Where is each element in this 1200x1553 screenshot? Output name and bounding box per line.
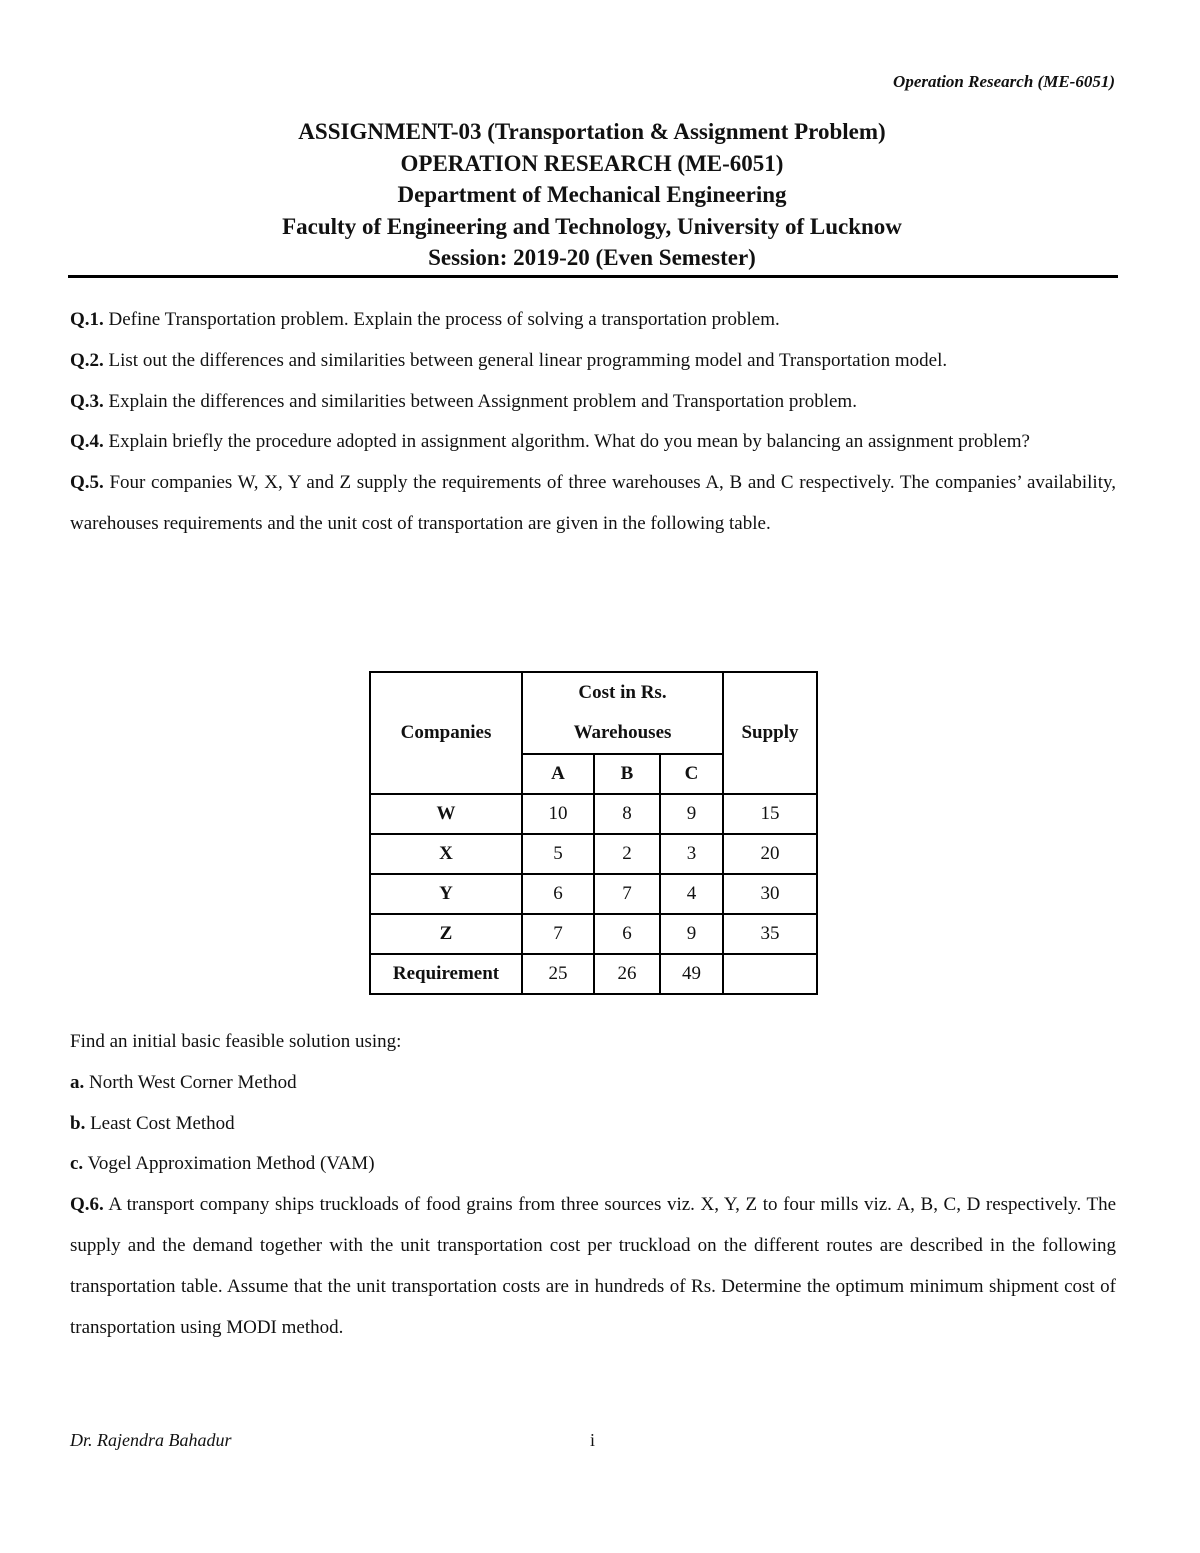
question-text: Four companies W, X, Y and Z supply the requirements of three warehouses A, B and C respectively. The companies’ availability, warehouses requirements and the unit cost of transportation are given in the following table. <box>70 472 1116 534</box>
question-4 <box>70 422 1116 463</box>
warehouse-col-header: B <box>594 754 660 794</box>
table-row <box>370 834 817 874</box>
question-number: Q.3. <box>70 390 104 412</box>
companies-header: Companies <box>370 672 522 794</box>
warehouse-col-header: A <box>522 754 594 794</box>
question-6 <box>70 1185 1116 1348</box>
table-header-row <box>370 672 817 754</box>
cost-header <box>522 672 723 754</box>
question-number: Q.4. <box>70 431 104 453</box>
requirement-row <box>370 954 817 994</box>
supply-cell: 15 <box>723 794 817 834</box>
method-option <box>70 1144 1116 1185</box>
question-text: A transport company ships truckloads of food grains from three sources viz. X, Y, Z to four mills viz. A, B, C, D respectively. The supply and the demand together with the unit transportation cost per truckload on the different routes are described in the following transportation table. Assume that the unit transportation costs are in hundreds of Rs. Determine the optimum minimum shipment cost of transportation using MODI method. <box>70 1194 1116 1338</box>
question-2 <box>70 341 1116 382</box>
cost-cell: 9 <box>660 914 723 954</box>
question-text: Explain briefly the procedure adopted in assignment algorithm. What do you mean by balancing an assignment problem? <box>103 431 1030 453</box>
question-3 <box>70 382 1116 423</box>
empty-cell <box>723 954 817 994</box>
course-title: OPERATION RESEARCH (ME-6051) <box>400 150 784 176</box>
running-header: Operation Research (ME-6051) <box>893 72 1115 91</box>
cost-cell: 3 <box>660 834 723 874</box>
find-intro: Find an initial basic feasible solution using: <box>70 1031 402 1052</box>
cost-cell: 6 <box>594 914 660 954</box>
cost-cell: 5 <box>522 834 594 874</box>
page-number: i <box>590 1430 596 1450</box>
department-name: Department of Mechanical Engineering <box>397 182 787 207</box>
footer-author: Dr. Rajendra Bahadur <box>70 1430 232 1450</box>
requirement-label: Requirement <box>370 954 522 994</box>
option-text: Least Cost Method <box>85 1112 235 1134</box>
cost-cell: 4 <box>660 874 723 914</box>
option-letter: a. <box>70 1071 85 1093</box>
cost-cell: 9 <box>660 794 723 834</box>
question-text: Define Transportation problem. Explain the process of solving a transportation problem. <box>103 309 780 330</box>
supply-header: Supply <box>723 672 817 794</box>
assignment-title: ASSIGNMENT-03 (Transportation & Assignment Problem) <box>298 119 886 144</box>
option-text: Vogel Approximation Method (VAM) <box>83 1153 375 1175</box>
option-letter: b. <box>70 1112 86 1134</box>
question-number: Q.1. <box>70 309 104 330</box>
title-block <box>68 116 1116 274</box>
question-5 <box>70 463 1116 545</box>
questions-section <box>70 300 1116 545</box>
requirement-cell: 25 <box>522 954 594 994</box>
method-option <box>70 1104 1116 1145</box>
cost-cell: 2 <box>594 834 660 874</box>
methods-section <box>70 1022 1116 1348</box>
cost-cell: 7 <box>594 874 660 914</box>
cost-in-rs-label: Cost in Rs. <box>578 682 667 703</box>
question-text: List out the differences and similarities between general linear programming model and Transportation model. <box>103 349 948 371</box>
option-letter: c. <box>70 1153 84 1175</box>
warehouses-label: Warehouses <box>573 722 672 743</box>
warehouse-col-header: C <box>660 754 723 794</box>
method-option <box>70 1063 1116 1104</box>
question-text: Explain the differences and similarities between Assignment problem and Transportation problem. <box>103 390 857 412</box>
company-label: Y <box>370 874 522 914</box>
supply-cell: 30 <box>723 874 817 914</box>
cost-cell: 7 <box>522 914 594 954</box>
option-text: North West Corner Method <box>84 1071 297 1093</box>
question-number: Q.5. <box>70 472 104 494</box>
title-divider <box>68 275 1118 278</box>
transportation-cost-table <box>369 671 818 995</box>
cost-cell: 8 <box>594 794 660 834</box>
cost-cell: 10 <box>522 794 594 834</box>
supply-cell: 35 <box>723 914 817 954</box>
table-row <box>370 914 817 954</box>
question-number: Q.2. <box>70 349 104 371</box>
company-label: X <box>370 834 522 874</box>
faculty-name: Faculty of Engineering and Technology, University of Lucknow <box>282 213 902 239</box>
question-number: Q.6. <box>70 1194 104 1216</box>
supply-cell: 20 <box>723 834 817 874</box>
table-row <box>370 794 817 834</box>
table-row <box>370 874 817 914</box>
question-1 <box>70 300 1116 341</box>
requirement-cell: 49 <box>660 954 723 994</box>
requirement-cell: 26 <box>594 954 660 994</box>
company-label: Z <box>370 914 522 954</box>
company-label: W <box>370 794 522 834</box>
cost-cell: 6 <box>522 874 594 914</box>
session-info: Session: 2019-20 (Even Semester) <box>428 245 756 270</box>
